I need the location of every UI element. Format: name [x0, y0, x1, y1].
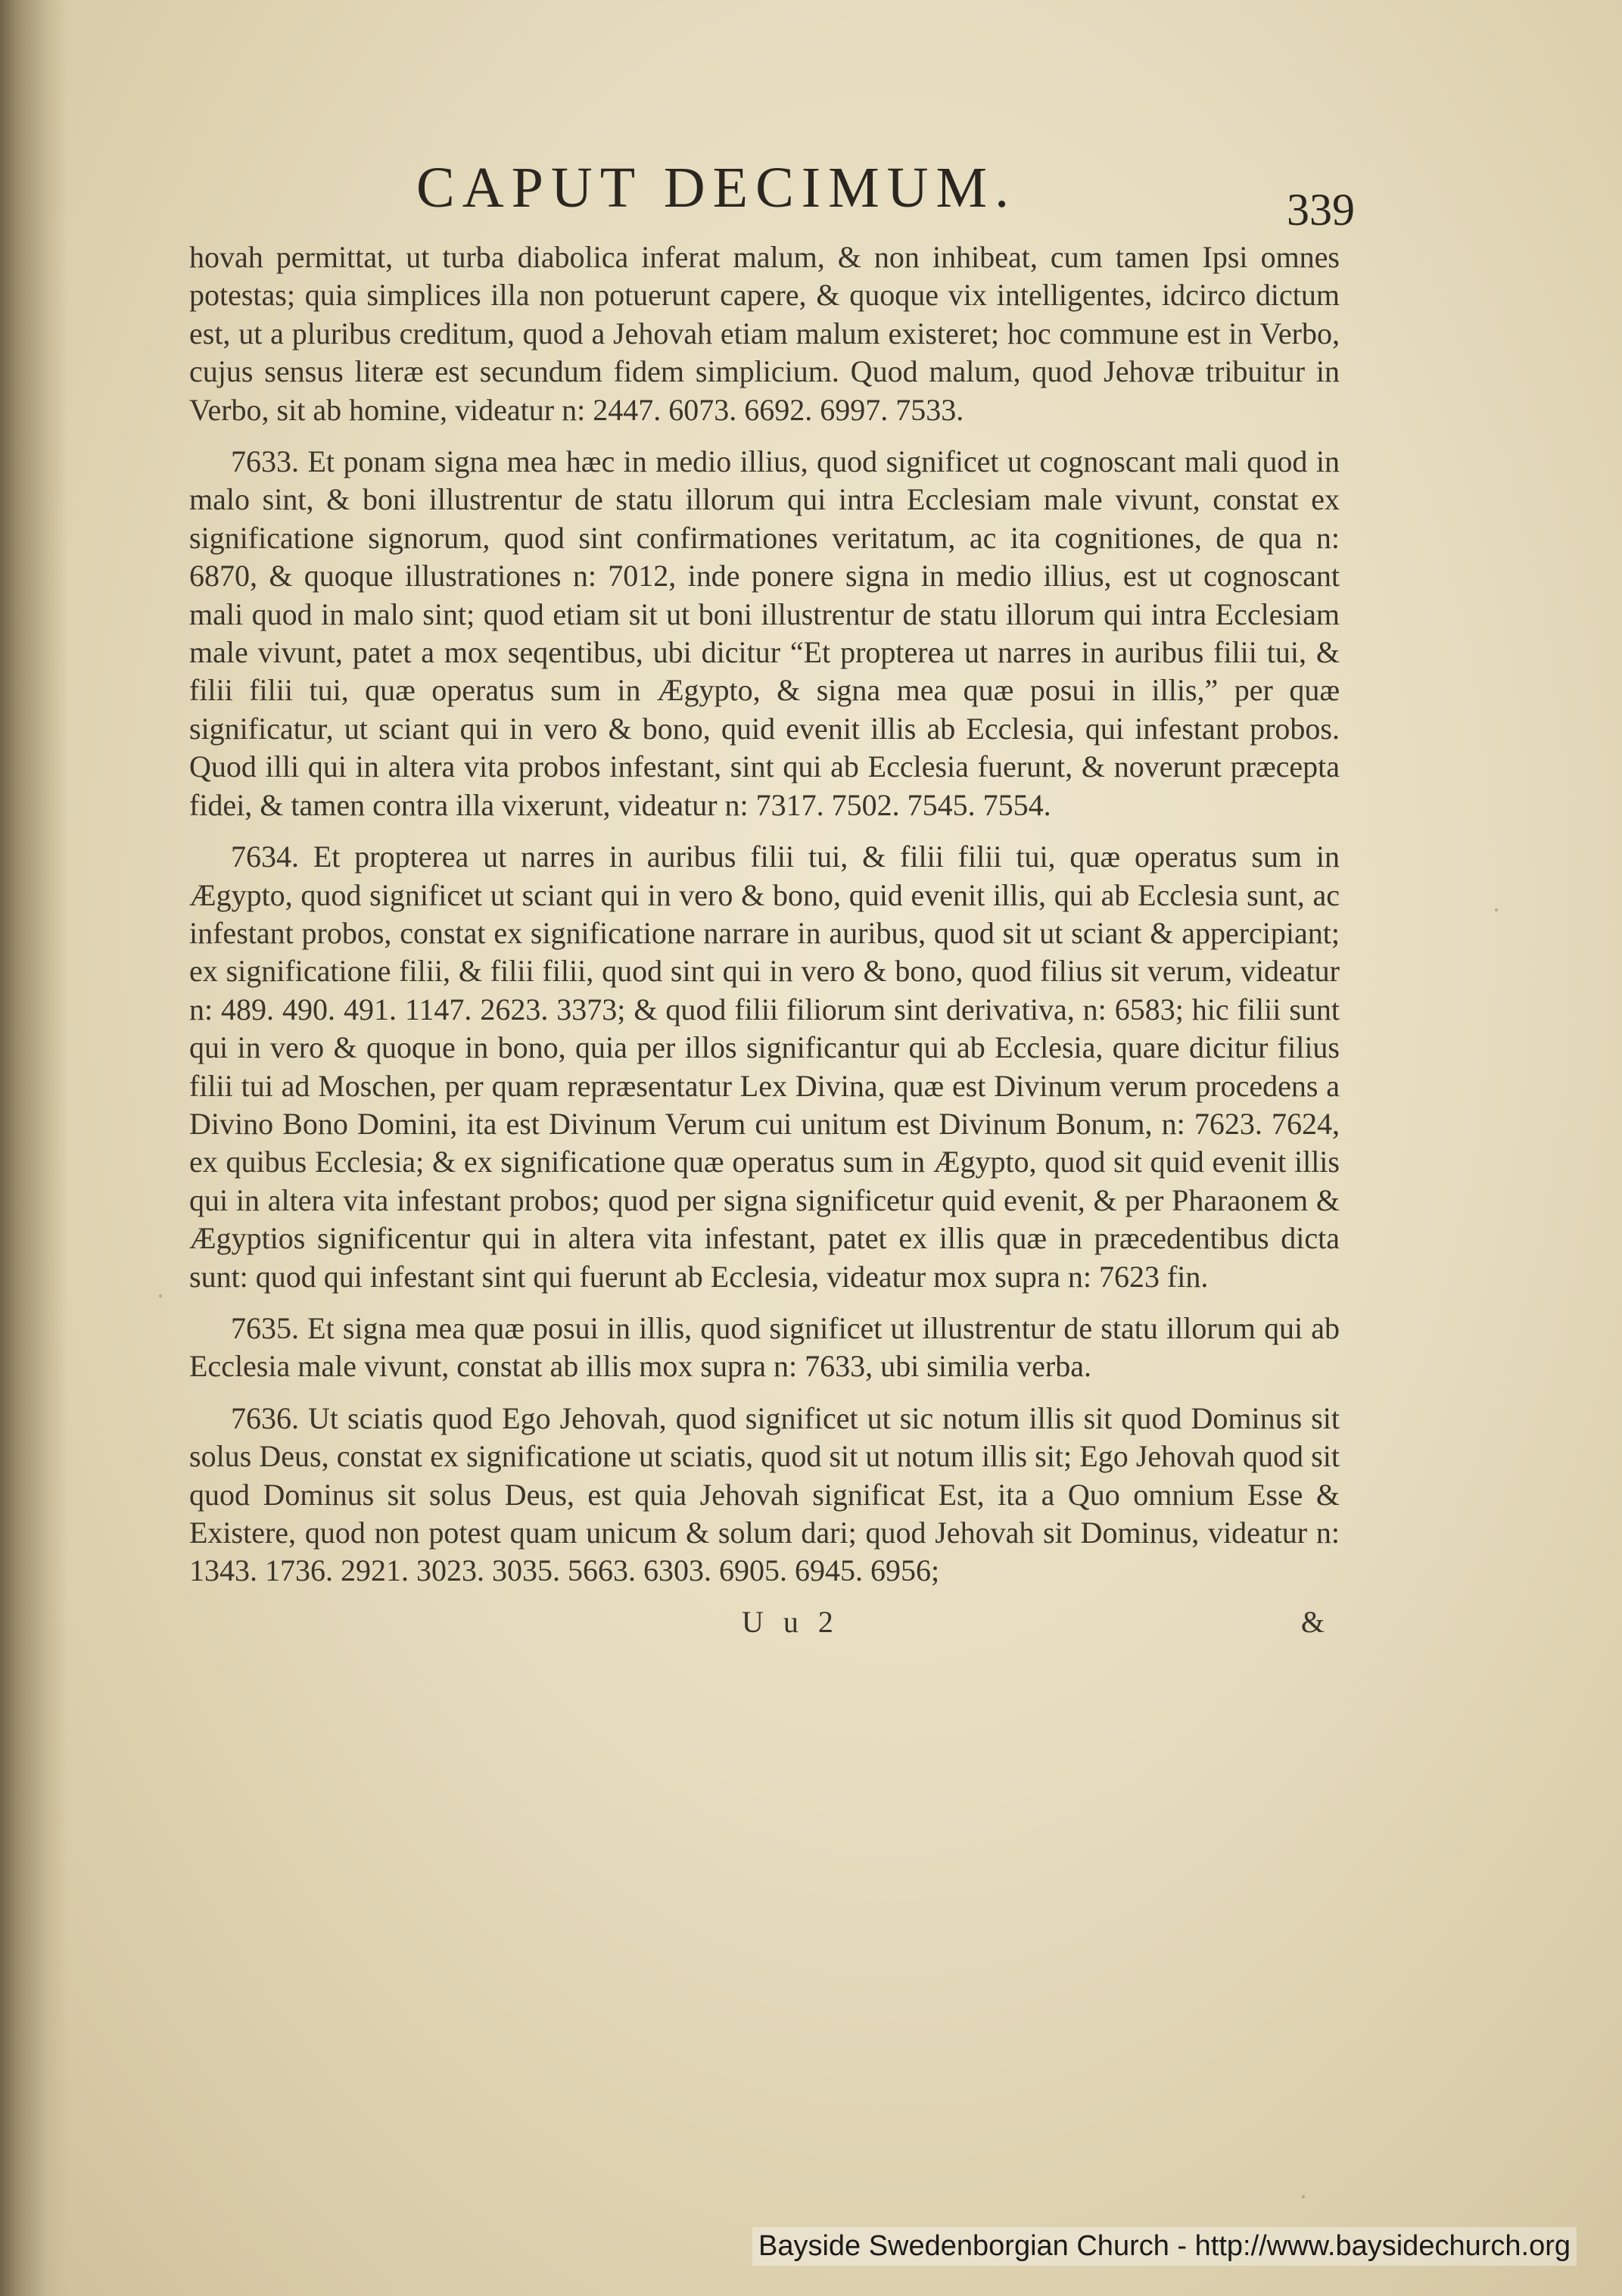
- paragraph-7634: 7634. Et propterea ut narres in auribus filii tui, & filii filii tui, quæ operatus sum in Ægypto, quod significet ut sciant qui in vero & bono, quid evenit illis, qui ab Ecclesia sunt, ac infestant probos, constat ex significatione narrare in auribus, quod sit ut sciant & appercipiant; ex significatione filii, & filii filii, quod sint qui in vero & bono, quod filius sit verum, videatur n: 489. 490. 491. 1147. 2623. 3373; & quod filii filiorum sint derivativa, n: 6583; hic filii sunt qui in vero & quoque in bono, quia per illos significantur qui ab Ecclesia, quare dicitur filius filii tui ad Moschen, per quam repræsentatur Lex Divina, quæ est Divinum verum procedens a Divino Bono Domini, ita est Divinum Verum cui unitum est Divinum Bonum, n: 7623. 7624, ex quibus Ecclesia; & ex significatione quæ operatus sum in Ægypto, quod sit quid evenit illis qui in altera vita infestant probos; quod per signa significetur quid evenit, & per Pharaonem & Ægyptios significentur qui in altera vita infestant, patet ex illis quæ in præcedentibus dicta sunt: quod qui infestant sint qui fuerunt ab Ecclesia, videatur mox supra n: 7623 fin.: [189, 840, 1340, 1294]
- body-text: [189, 238, 1340, 1590]
- paper-speck: [1302, 2195, 1305, 2198]
- catchword: &: [1300, 1604, 1325, 1639]
- page-number: 339: [1287, 185, 1355, 235]
- watermark-text: Bayside Swedenborgian Church - http://www.baysidechurch.org: [752, 2227, 1577, 2266]
- paper-speck: [1495, 908, 1498, 911]
- paragraph-7636: 7636. Ut sciatis quod Ego Jehovah, quod significet ut sic notum illis sit quod Dominus sit solus Deus, constat ex significatione ut sciatis, quod sit ut notum illis sit; Ego Jehovah quod sit quod Dominus sit solus Deus, est quia Jehovah significat Est, ita a Quo omnium Esse & Existere, quod non potest quam unicum & solum dari; quod Jehovah sit Dominus, videatur n: 1343. 1736. 2921. 3023. 3035. 5663. 6303. 6905. 6945. 6956;: [189, 1400, 1340, 1588]
- paragraph-7635: 7635. Et signa mea quæ posui in illis, quod significet ut illustrentur de statu illorum qui ab Ecclesia male vivunt, constat ab illis mox supra n: 7633, ubi similia verba.: [189, 1310, 1340, 1384]
- paper-speck: [159, 1294, 162, 1298]
- running-head: [189, 155, 1355, 238]
- paragraph-continuation: hovah permittat, ut turba diabolica inferat malum, & non inhibeat, cum tamen Ipsi omnes potestas; quia simplices illa non potuerunt capere, & quoque vix intelligentes, idcirco dictum est, ut a pluribus creditum, quod a Jehovah etiam malum existeret; hoc commune est in Verbo, cujus sensus literæ est secundum fidem simplicium. Quod malum, quod Jehovæ tribuitur in Verbo, sit ab homine, videatur n: 2447. 6073. 6692. 6997. 7533.: [189, 240, 1340, 427]
- page-content: [189, 155, 1355, 1650]
- chapter-title: CAPUT DECIMUM.: [416, 156, 1017, 220]
- signature-mark: U u 2: [742, 1604, 839, 1639]
- binding-shadow: [0, 0, 68, 2296]
- paragraph-7633: 7633. Et ponam signa mea hæc in medio illius, quod significet ut cognoscant mali quod in malo sint, & boni illustrentur de statu illorum qui intra Ecclesiam male vivunt, constat ex significatione signorum, quod sint confirmationes veritatum, ac ita cognitiones, de qua n: 6870, & quoque illustrationes n: 7012, inde ponere signa in medio illius, est ut cognoscant mali quod in malo sint; quod etiam sit ut boni illustrentur de statu illorum qui intra Ecclesiam male vivunt, patet a mox seqentibus, ubi dicitur “Et propterea ut narres in auribus filii tui, & filii filii tui, quæ operatus sum in Ægypto, & signa mea quæ posui in illis,” per quæ significatur, ut sciant qui in vero & bono, quid evenit illis ab Ecclesia, qui infestant probos. Quod illi qui in altera vita probos infestant, sint qui ab Ecclesia fuerunt, & noverunt præcepta fidei, & tamen contra illa vixerunt, videatur n: 7317. 7502. 7545. 7554.: [189, 444, 1340, 822]
- page-footer: [189, 1604, 1340, 1650]
